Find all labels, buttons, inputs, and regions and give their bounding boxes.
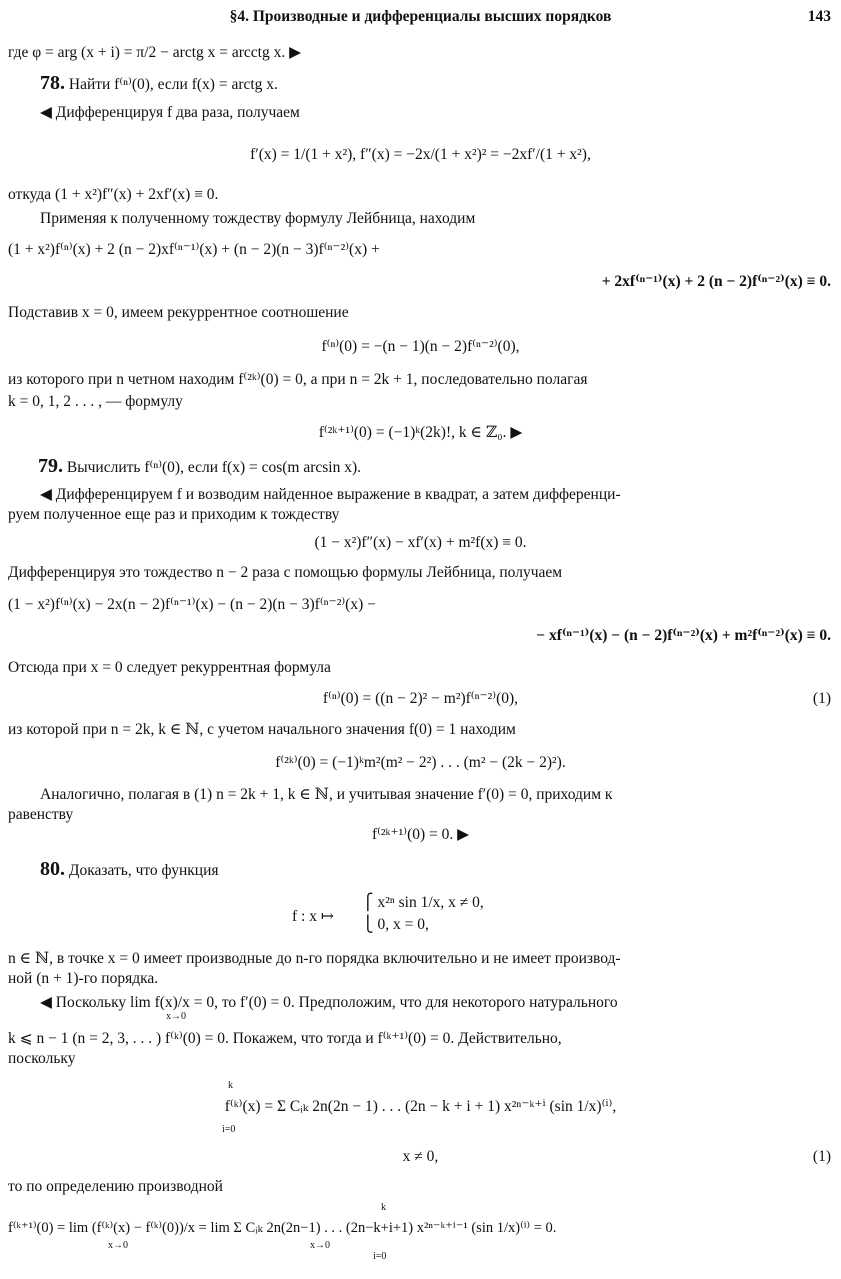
text-line: ◀ Дифференцируем f и возводим найденное выражение в квадрат, а затем дифференци- [40, 486, 621, 503]
equation-number: (1) [812, 690, 831, 707]
equation: f⁽²ᵏ⁺¹⁾(0) = (−1)ᵏ(2k)!, k ∈ ℤ₀. ▶ [318, 424, 523, 441]
text-line: равенству [8, 806, 74, 823]
text-line: k ⩽ n − 1 (n = 2, 3, . . . ) f⁽ᵏ⁾(0) = 0. Покажем, что тогда и f⁽ᵏ⁺¹⁾(0) = 0. Действительно, [8, 1030, 562, 1047]
piecewise-case: ⎩ 0, x = 0, [362, 916, 429, 933]
running-header: §4. Производные и дифференциалы высших порядков [229, 8, 612, 25]
text-line: k = 0, 1, 2 . . . , — формулу [8, 393, 183, 410]
equation-line: − xf⁽ⁿ⁻¹⁾(x) − (n − 2)f⁽ⁿ⁻²⁾(x) + m²f⁽ⁿ⁻²⁾(x) ≡ 0. [536, 627, 831, 644]
text-line: где φ = arg (x + i) = π/2 − arctg x = arcctg x. ▶ [8, 44, 302, 61]
problem-statement: Доказать, что функция [68, 862, 219, 879]
equation-number: (1) [812, 1148, 831, 1165]
text-line: ной (n + 1)-го порядка. [8, 970, 159, 987]
equation: f⁽²ᵏ⁾(0) = (−1)ᵏm²(m² − 2²) . . . (m² − (2k − 2)²). [275, 754, 566, 771]
equation-line: (1 + x²)f⁽ⁿ⁾(x) + 2 (n − 2)xf⁽ⁿ⁻¹⁾(x) + (n − 2)(n − 3)f⁽ⁿ⁻²⁾(x) + [8, 241, 380, 258]
piecewise-lhs: f : x ↦ [292, 908, 334, 925]
text-line: из которой при n = 2k, k ∈ ℕ, с учетом начального значения f(0) = 1 находим [8, 721, 516, 738]
text-line: n ∈ ℕ, в точке x = 0 имеет производные до n-го порядка включительно и не имеет производ- [8, 950, 621, 967]
problem-statement: Вычислить f⁽ⁿ⁾(0), если f(x) = cos(m arcsin x). [66, 459, 362, 476]
equation: f⁽ⁿ⁾(0) = −(n − 1)(n − 2)f⁽ⁿ⁻²⁾(0), [321, 338, 520, 355]
text-line: ◀ Дифференцируя f два раза, получаем [40, 104, 300, 121]
text-line: Подставив x = 0, имеем рекуррентное соотношение [8, 304, 349, 321]
text-line: поскольку [8, 1050, 76, 1067]
sum-upper-limit: k [228, 1080, 233, 1091]
problem-statement: Найти f⁽ⁿ⁾(0), если f(x) = arctg x. [68, 76, 278, 93]
problem-number: 80. [40, 858, 65, 880]
equation-condition: x ≠ 0, [402, 1148, 439, 1165]
sum-lower-limit: i=0 [222, 1124, 236, 1135]
text-line: Аналогично, полагая в (1) n = 2k + 1, k ∈ ℕ, и учитывая значение f′(0) = 0, приходим к [40, 786, 613, 803]
limit-subscript: x→0 [166, 1011, 186, 1022]
text-line: ◀ Поскольку lim f(x)/x = 0, то f′(0) = 0. Предположим, что для некоторого натурального [40, 994, 618, 1011]
text-line: откуда (1 + x²)f″(x) + 2xf′(x) ≡ 0. [8, 186, 219, 203]
piecewise-case: ⎧ x²ⁿ sin 1/x, x ≠ 0, [362, 894, 484, 911]
sum-upper-limit: k [381, 1202, 386, 1213]
equation: f⁽ᵏ⁾(x) = Σ Cᵢₖ 2n(2n − 1) . . . (2n − k + i + 1) x²ⁿ⁻ᵏ⁺ⁱ (sin 1/x)⁽ⁱ⁾, [224, 1098, 617, 1115]
equation: f′(x) = 1/(1 + x²), f″(x) = −2x/(1 + x²)² = −2xf′/(1 + x²), [250, 146, 591, 163]
equation-line: (1 − x²)f⁽ⁿ⁾(x) − 2x(n − 2)f⁽ⁿ⁻¹⁾(x) − (n − 2)(n − 3)f⁽ⁿ⁻²⁾(x) − [8, 596, 376, 613]
limit-subscript: x→0 [108, 1240, 128, 1251]
equation: f⁽²ᵏ⁺¹⁾(0) = 0. ▶ [371, 826, 470, 843]
problem-number: 78. [40, 72, 65, 94]
text-line: Отсюда при x = 0 следует рекуррентная формула [8, 659, 331, 676]
text-line: руем полученное еще раз и приходим к тождеству [8, 506, 340, 523]
text-line: то по определению производной [8, 1178, 223, 1195]
sum-lower-limit: i=0 [373, 1251, 387, 1262]
problem-78 [40, 72, 278, 95]
limit-subscript: x→0 [310, 1240, 330, 1251]
problem-number: 79. [38, 455, 63, 477]
equation: f⁽ᵏ⁺¹⁾(0) = lim (f⁽ᵏ⁾(x) − f⁽ᵏ⁾(0))/x = lim Σ Cᵢₖ 2n(2n−1) . . . (2n−k+i+1) x²ⁿ⁻ᵏ⁺ⁱ⁻¹ (sin 1/x)⁽ⁱ⁾ = 0. [8, 1220, 557, 1236]
equation: f⁽ⁿ⁾(0) = ((n − 2)² − m²)f⁽ⁿ⁻²⁾(0), [322, 690, 519, 707]
text-line: Дифференцируя это тождество n − 2 раза с помощью формулы Лейбница, получаем [8, 564, 563, 581]
text-line: Применяя к полученному тождеству формулу Лейбница, находим [40, 210, 476, 227]
page-number: 143 [807, 8, 831, 25]
equation: (1 − x²)f″(x) − xf′(x) + m²f(x) ≡ 0. [314, 534, 527, 551]
problem-79 [8, 455, 361, 478]
equation-line: + 2xf⁽ⁿ⁻¹⁾(x) + 2 (n − 2)f⁽ⁿ⁻²⁾(x) ≡ 0. [601, 273, 831, 290]
problem-80 [40, 858, 219, 881]
text-line: из которого при n четном находим f⁽²ᵏ⁾(0) = 0, а при n = 2k + 1, последовательно полагая [8, 371, 588, 388]
